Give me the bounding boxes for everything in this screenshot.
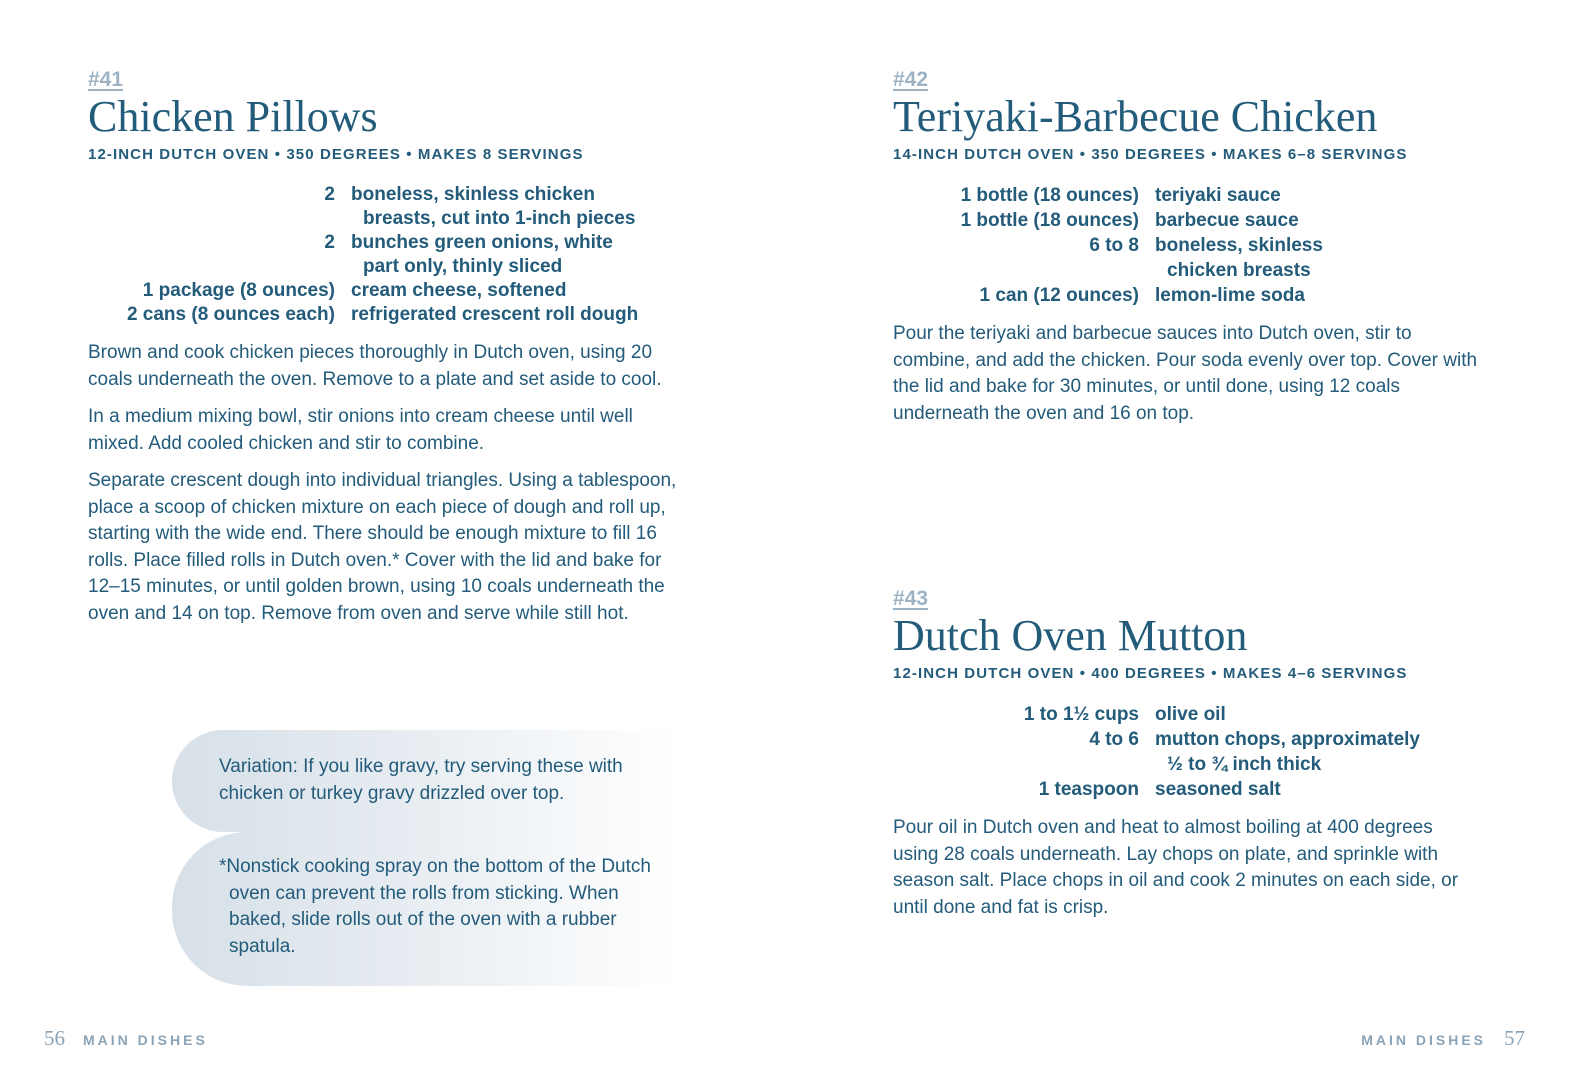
ingredient: 2 bunches green onions, white part only, thinly sliced	[324, 232, 613, 277]
ingredient-list	[893, 183, 1493, 308]
step: Pour the teriyaki and barbecue sauces into Dutch oven, stir to combine, and add the chicken. Pour soda evenly over top. Cover with the lid and bake for 30 minutes, or until done, using 12 coals underneath the oven and 16 on top.	[893, 323, 1478, 424]
recipe-meta: 12-INCH DUTCH OVEN • 400 DEGREES • MAKES 4–6 SERVINGS	[893, 665, 1408, 682]
recipe-title: Dutch Oven Mutton	[893, 611, 1248, 660]
recipe-number: #42	[893, 68, 929, 91]
recipe-steps	[893, 321, 1493, 427]
right-footer	[1361, 1026, 1525, 1051]
step: Pour oil in Dutch oven and heat to almost boiling at 400 degrees using 28 coals underneath. Lay chops on plate, and sprinkle with season salt. Place chops in oil and cook 2 minutes on each side, or until done and fat is crisp.	[893, 817, 1459, 918]
recipe-title: Teriyaki-Barbecue Chicken	[893, 92, 1378, 141]
ingredient: 4 to 6 mutton chops, approximately ½ to ¾ inch thick	[1089, 729, 1420, 775]
page-number: 56	[44, 1026, 65, 1050]
recipe-number: #41	[88, 68, 124, 91]
ingredient: 1 to 1½ cups olive oil	[1023, 704, 1226, 725]
step: In a medium mixing bowl, stir onions into cream cheese until well mixed. Add cooled chicken and stir to combine.	[88, 406, 633, 454]
section-name: MAIN DISHES	[83, 1032, 208, 1048]
recipe-title: Chicken Pillows	[88, 92, 378, 141]
ingredient-list	[88, 183, 678, 327]
ingredient: 6 to 8 boneless, skinless chicken breasts	[1089, 235, 1323, 281]
notes-callout	[172, 730, 676, 986]
ingredient: 1 can (12 ounces) lemon-lime soda	[979, 285, 1305, 306]
recipe-meta: 12-INCH DUTCH OVEN • 350 DEGREES • MAKES 8 SERVINGS	[88, 146, 584, 163]
recipe-steps	[88, 340, 678, 627]
footnote: *Nonstick cooking spray on the bottom of the Dutch oven can prevent the rolls from sticking. When baked, slide rolls out of the oven with a rubber spatula.	[172, 832, 676, 986]
step: Brown and cook chicken pieces thoroughly in Dutch oven, using 20 coals underneath the oven. Remove to a plate and set aside to cool.	[88, 342, 662, 390]
recipe-42	[893, 68, 1493, 427]
recipe-meta: 14-INCH DUTCH OVEN • 350 DEGREES • MAKES 6–8 SERVINGS	[893, 146, 1408, 163]
step: Separate crescent dough into individual triangles. Using a tablespoon, place a scoop of chicken mixture on each piece of dough and roll up, starting with the wide end. There should be enough mixture to fill 16 rolls. Place filled rolls in Dutch oven.* Cover with the lid and bake for 12–15 minutes, or until golden brown, using 10 coals underneath the oven and 14 on top. Remove from oven and serve while still hot.	[88, 470, 677, 624]
recipe-number: #43	[893, 587, 929, 610]
ingredient-list	[893, 702, 1493, 802]
ingredient: 1 package (8 ounces) cream cheese, softened	[142, 280, 567, 301]
ingredient: 1 bottle (18 ounces) barbecue sauce	[960, 210, 1299, 231]
ingredient: 2 cans (8 ounces each) refrigerated crescent roll dough	[126, 304, 639, 325]
recipe-43	[893, 587, 1493, 921]
ingredient: 1 teaspoon seasoned salt	[1038, 779, 1281, 800]
variation-note: Variation: If you like gravy, try serving these with chicken or turkey gravy drizzled over top.	[172, 730, 676, 832]
ingredient: 1 bottle (18 ounces) teriyaki sauce	[960, 185, 1281, 206]
ingredient: 2 boneless, skinless chicken breasts, cut into 1-inch pieces	[324, 184, 636, 229]
left-footer	[44, 1026, 208, 1051]
page-number: 57	[1504, 1026, 1525, 1050]
section-name: MAIN DISHES	[1361, 1032, 1486, 1048]
recipe-steps	[893, 815, 1493, 921]
recipe-41	[88, 68, 678, 627]
